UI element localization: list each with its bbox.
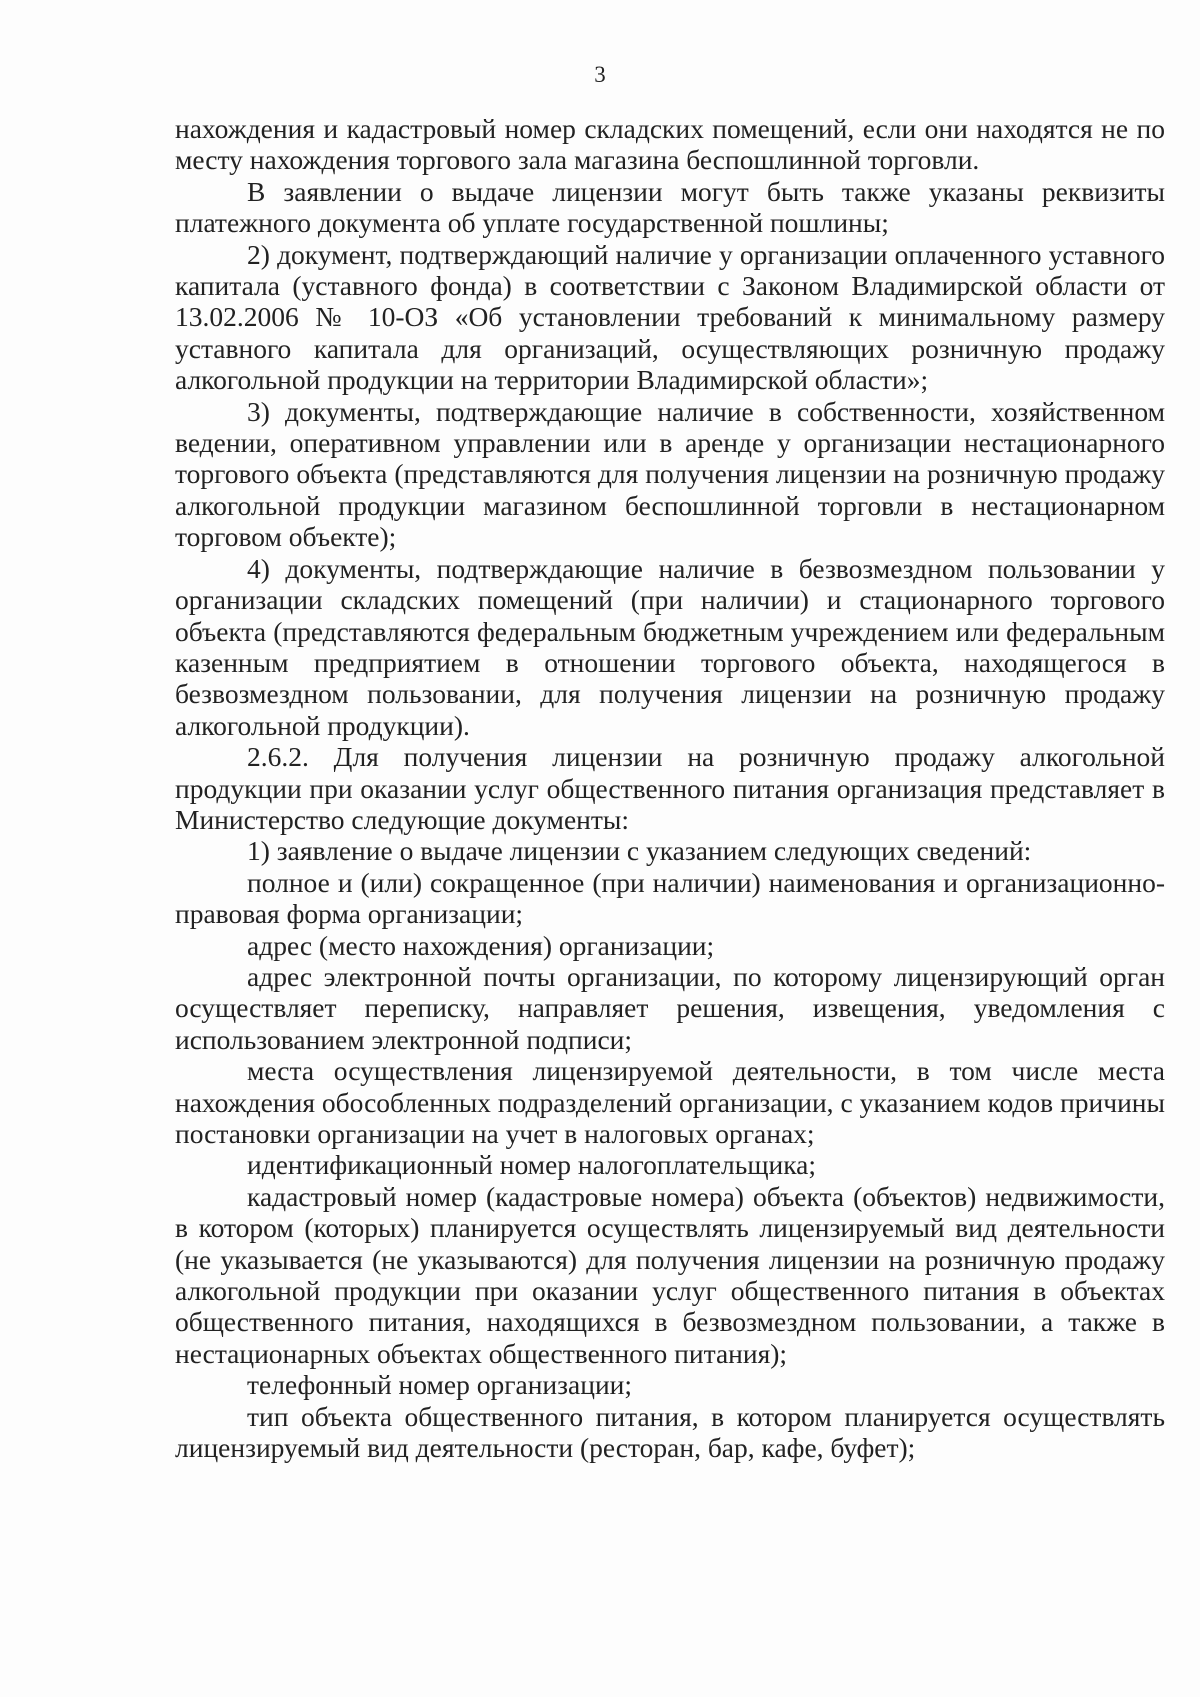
paragraph-item-3: 3) документы, подтверждающие наличие в собственности, хозяйственном ведении, оперативном управлении или в аренде у организации нестационарного торгового объекта (представляются для получения лицензии на розничную продажу алкогольной продукции магазином беспошлинной торговли в нестационарном торговом объекте); [175, 395, 1165, 553]
paragraph-section-2-6-2: 2.6.2. Для получения лицензии на розничную продажу алкогольной продукции при оказании услуг общественного питания организация представляет в Министерство следующие документы: [175, 741, 1165, 835]
paragraph-item-4: 4) документы, подтверждающие наличие в безвозмездном пользовании у организации складских помещений (при наличии) и стационарного торгового объекта (представляются федеральным бюджетным учреждением или федеральным казенным предприятием в отношении торгового объекта, находящегося в безвозмездном пользовании, для получения лицензии на розничную продажу алкогольной продукции). [175, 552, 1165, 741]
paragraph-email: адрес электронной почты организации, по которому лицензирующий орган осуществляет переписку, направляет решения, извещения, уведомления с использованием электронной подписи; [175, 960, 1165, 1055]
paragraph-catering-type: тип объекта общественного питания, в котором планируется осуществлять лицензируемый вид деятельности (ресторан, бар, кафе, буфет); [175, 1400, 1165, 1464]
paragraph-continuation: нахождения и кадастровый номер складских помещений, если они находятся не по месту нахождения торгового зала магазина беспошлинной торговли. [175, 113, 1165, 176]
page-number: 3 [594, 62, 606, 87]
paragraph-full-name: полное и (или) сокращенное (при наличии) наименования и организационно-правовая форма организации; [175, 866, 1165, 930]
paragraph-activity-places: места осуществления лицензируемой деятельности, в том числе места нахождения обособленных подразделений организации, с указанием кодов причины постановки организации на учет в налоговых органах; [175, 1055, 1165, 1149]
document-body [175, 113, 1165, 1463]
paragraph-item-2: 2) документ, подтверждающий наличие у организации оплаченного уставного капитала (уставного фонда) в соответствии с Законом Владимирской области от 13.02.2006 № 10-ОЗ «Об установлении требований к минимальному размеру уставного капитала для организаций, осуществляющих розничную продажу алкогольной продукции на территории Владимирской области»; [175, 238, 1165, 396]
paragraph-inn: идентификационный номер налогоплательщика; [247, 1149, 817, 1181]
paragraph-payment-details: В заявлении о выдаче лицензии могут быть также указаны реквизиты платежного документа об уплате государственной пошлины; [175, 175, 1165, 239]
paragraph-phone: телефонный номер организации; [247, 1369, 633, 1401]
paragraph-cadastral-number: кадастровый номер (кадастровые номера) объекта (объектов) недвижимости, в котором (которых) планируется осуществлять лицензируемый вид деятельности (не указывается (не указываются) для получения лицензии на розничную продажу алкогольной продукции при оказании услуг общественного питания в объектах общественного питания, находящихся в безвозмездном пользовании, а также в нестационарных объектах общественного питания); [175, 1180, 1165, 1369]
paragraph-address: адрес (место нахождения) организации; [247, 929, 715, 961]
paragraph-application-item-1: 1) заявление о выдаче лицензии с указанием следующих сведений: [247, 835, 1032, 867]
